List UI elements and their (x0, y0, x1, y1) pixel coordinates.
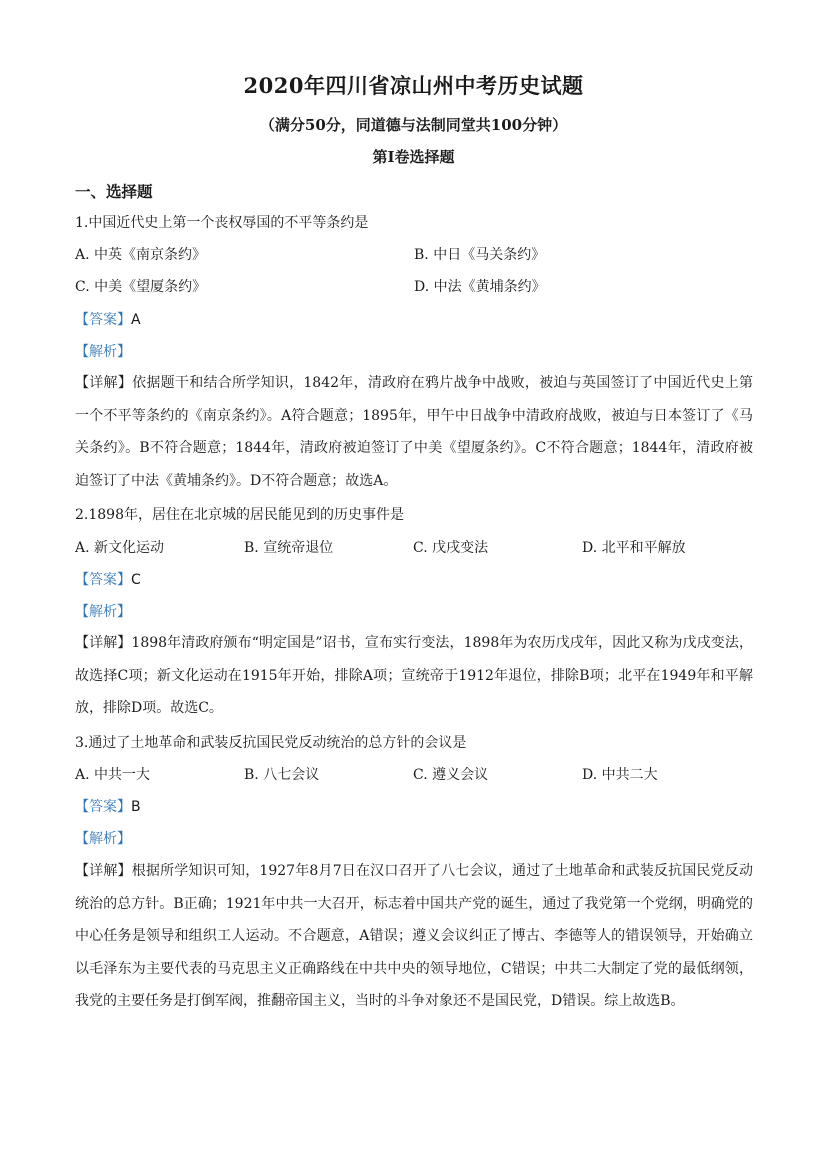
answer-label: 答案 (89, 572, 117, 588)
detail-label: 【详解】 (75, 375, 133, 391)
answer-label: 答案 (89, 312, 117, 328)
answer-label: 答案 (89, 799, 117, 815)
question-2-answer (75, 569, 141, 589)
answer-bracket-close: 】 (117, 799, 131, 815)
question-3-option-d: D. 中共二大 (582, 767, 658, 783)
exam-subtitle: （满分50分，同道德与法制同堂共100分钟） (259, 116, 568, 134)
detail-text: 依据题干和结合所学知识，1842年，清政府在鸦片战争中战败，被迫与英国签订了中国近代史上第一个不平等条约的《南京条约》。A符合题意；1895年，甲午中日战争中清政府战败，被迫与日本签订了《马关条约》。B不符合题意；1844年，清政府被迫签订了中美《望厦条约》。C不符合题意；1844年，清政府被迫签订了中法《黄埔条约》。D不符合题意；故选A。 (75, 375, 753, 489)
question-3-option-c: C. 遵义会议 (413, 767, 489, 783)
question-3-stem: 3.通过了土地革命和武装反抗国民党反动统治的总方针的会议是 (75, 735, 467, 751)
question-2-stem: 2.1898年，居住在北京城的居民能见到的历史事件是 (75, 507, 404, 523)
question-2-option-d: D. 北平和平解放 (582, 540, 686, 556)
part-title: 第Ⅰ卷选择题 (372, 148, 455, 166)
analysis-label: 解析 (89, 604, 117, 620)
question-3-analysis-label (75, 828, 131, 848)
answer-bracket-open: 【 (75, 312, 89, 328)
question-1-option-c: C. 中美《望厦条约》 (75, 279, 207, 295)
question-3-detail (75, 855, 753, 1018)
analysis-bracket-open: 【 (75, 344, 89, 360)
exam-title: 2020年四川省凉山州中考历史试题 (243, 73, 584, 98)
question-2-option-c: C. 戊戌变法 (413, 540, 489, 556)
question-1-option-d: D. 中法《黄埔条约》 (414, 279, 546, 295)
analysis-label: 解析 (89, 831, 117, 847)
question-1-answer (75, 309, 141, 329)
detail-label: 【详解】 (75, 863, 132, 879)
question-1-stem: 1.中国近代史上第一个丧权辱国的不平等条约是 (75, 215, 369, 231)
question-3-answer (75, 796, 141, 816)
answer-bracket-open: 【 (75, 572, 89, 588)
question-1-analysis-label (75, 341, 131, 361)
answer-value: B (131, 799, 141, 815)
question-3-option-b: B. 八七会议 (244, 767, 320, 783)
question-2-analysis-label (75, 601, 131, 621)
detail-text: 1898年清政府颁布“明定国是”诏书，宣布实行变法，1898年为农历戊戌年，因此又称为戊戌变法，故选择C项；新文化运动在1915年开始，排除A项；宣统帝于1912年退位，排除B项；北平在1949年和平解放，排除D项。故选C。 (75, 635, 754, 716)
question-1-detail (75, 367, 753, 497)
analysis-bracket-open: 【 (75, 604, 89, 620)
question-3-option-a: A. 中共一大 (75, 767, 151, 783)
detail-text: 根据所学知识可知，1927年8月7日在汉口召开了八七会议，通过了土地革命和武装反抗国民党反动统治的总方针。B正确；1921年中共一大召开，标志着中国共产党的诞生，通过了我党第一个党纲，明确党的中心任务是领导和组织工人运动。不合题意，A错误；遵义会议纠正了博古、李德等人的错误领导，开始确立以毛泽东为主要代表的马克思主义正确路线在中共中央的领导地位，C错误；中共二大制定了党的最低纲领，我党的主要任务是打倒军阀，推翻帝国主义，当时的斗争对象还不是国民党，D错误。综上故选B。 (75, 863, 753, 1009)
question-2-detail (75, 627, 753, 725)
answer-value: A (131, 312, 141, 328)
question-2-option-a: A. 新文化运动 (75, 540, 165, 556)
analysis-bracket-open: 【 (75, 831, 89, 847)
analysis-bracket-close: 】 (117, 344, 131, 360)
section-title: 一、选择题 (75, 182, 153, 201)
answer-bracket-close: 】 (117, 312, 131, 328)
analysis-bracket-close: 】 (117, 831, 131, 847)
analysis-label: 解析 (89, 344, 117, 360)
answer-bracket-close: 】 (117, 572, 131, 588)
answer-bracket-open: 【 (75, 799, 89, 815)
question-1-option-a: A. 中英《南京条约》 (75, 247, 207, 263)
analysis-bracket-close: 】 (117, 604, 131, 620)
detail-label: 【详解】 (75, 635, 132, 651)
question-2-option-b: B. 宣统帝退位 (244, 540, 334, 556)
question-1-option-b: B. 中日《马关条约》 (414, 247, 546, 263)
answer-value: C (131, 572, 141, 588)
